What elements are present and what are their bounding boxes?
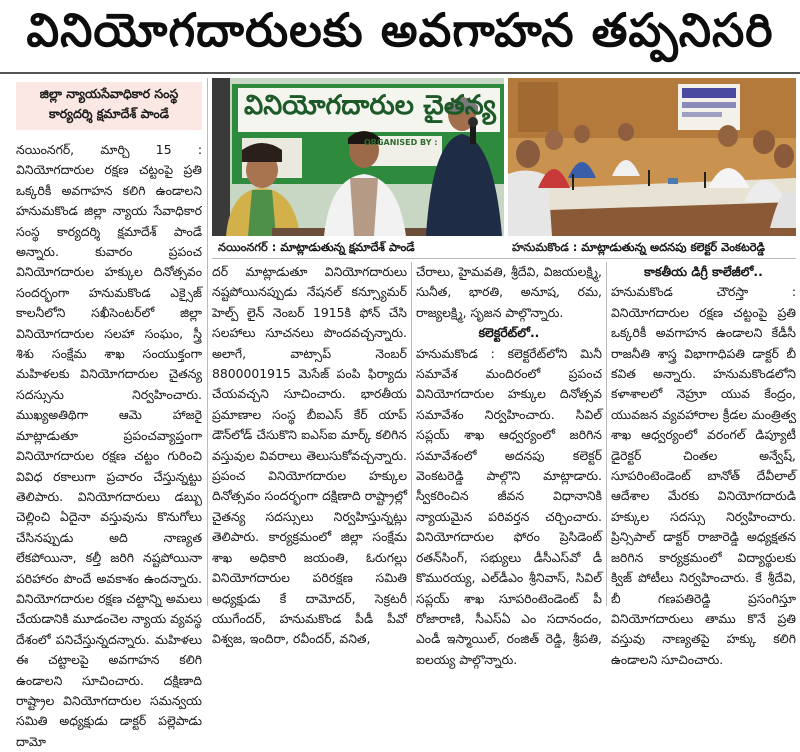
column-3-subhead: కలెక్టరేట్‌లో..	[478, 325, 540, 341]
photo-nayimnagar	[212, 78, 504, 236]
photo-2-caption	[512, 240, 796, 257]
headline-rule	[0, 72, 800, 74]
highlight-box	[16, 82, 202, 130]
column-3	[416, 262, 602, 667]
highlight-line-2: కార్యదర్శి క్షమాదేశ్ పాండే	[48, 106, 170, 121]
photo-2-caption-place: హనుమకొండ :	[512, 240, 578, 254]
column-4-text: హనుమకొండ చౌరస్తా : వినియోగదారుల రక్షణ చట్టంపై ప్రతి ఒక్కరికీ అవగాహన ఉండాలని కేడీసీ రాజనీతి శాస్త్ర విభాగాధిపతి డాక్టర్ బీ కవిత అన్నారు. హనుమకొండలోని కళాశాలలో నెహ్రూ యువ కేంద్రం, యువజన వ్యవహారాల క్రీడల మంత్రిత్వ శాఖ ఆధ్వర్యంలో వరంగల్ డిప్యూటీ డైరెక్టర్ చింతల అన్వేష్, సూపరింటెండెంట్ బానోత్ దేవీలాల్ ఆదేశాల మేరకు వినియోగదారుడి హక్కుల సదస్సు నిర్వహించారు. ప్రిన్సిపాల్ డాక్టర్ రాజారెడ్డి అధ్యక్షతన జరిగిన కార్యక్రమంలో విద్యార్థులకు క్విజ్ పోటీలు నిర్వహించారు. కే శ్రీదేవి, బీ గణపతిరెడ్డి ప్రసంగిస్తూ వినియోగదారులు తాము కొనే ప్రతి వస్తువు నాణ్యతపై హక్కు కలిగి ఉండాలని సూచించారు.	[611, 284, 796, 667]
photo-hanumakonda-illustration	[508, 78, 796, 236]
divider-3	[606, 262, 607, 606]
column-1-text: నయింనగర్, మార్చి 15 : వినియోగదారుల రక్షణ చట్టంపై ప్రతి ఒక్కరికీ అవగాహన కలిగి ఉండాలని హనుమకొండ జిల్లా న్యాయ సేవాధికార సంస్థ కార్యదర్శి క్షమాదేశ్ పాండే అన్నారు. కువారం ప్రపంచ వినియోగదారుల హక్కుల దినోత్సవం సందర్భంగా హనుమకొండ ఎక్సైజ్ కాలనీలోని సఖీసెంటర్‌లో జిల్లా వినియోగదారుల సలహా సంఘం, స్త్రీ శిశు సంక్షేమ శాఖ సంయుక్తంగా మహిళలకు వినియోగదారుల చైతన్య సదస్సును నిర్వహించారు. ముఖ్యఅతిథిగా ఆమె హాజరై మాట్లాడుతూ ప్రపంచవ్యాప్తంగా వినియోగదారుల రక్షణ చట్టం గురించి వివిధ రకాలుగా ప్రచారం చేస్తున్నట్టు తెలిపారు. వినియోగదారులు డబ్బు చెల్లించి ఏదైనా వస్తువును కొనుగోలు చేసినప్పుడు అది నాణ్యత లేకపోయినా, కల్తీ జరిగి నష్టపోయినా పరిహారం పొందే అవకాశం ఉందన్నారు. వినియోగదారుల రక్షణ చట్టాన్ని అమలు చేయడానికి మూడంచెల న్యాయ వ్యవస్థ దేశంలో పనిచేస్తున్నదన్నారు. మహిళలు ఈ చట్టాలపై అవగాహన కలిగి ఉండాలని సూచించారు. దక్షిణాది రాష్ట్రాల వినియోగదారుల సమన్వయ సమితి అధ్యక్షుడు డాక్టర్ పల్లెపాడు దామో	[16, 142, 202, 749]
divider-2	[411, 262, 412, 606]
highlight-line-1: జిల్లా న్యాయసేవాధికార సంస్థ	[39, 86, 179, 101]
photo-hanumakonda	[508, 78, 796, 236]
column-4	[611, 262, 796, 667]
caption-rule	[212, 258, 796, 259]
column-3-text-2: హనుమకొండ : కలెక్టరేట్‌లోని మినీ సమావేశ మందిరంలో ప్రపంచ వినియోగదారుల హక్కుల దినోత్సవ సమావేశం నిర్వహించారు. సివిల్ సప్లయ్ శాఖ ఆధ్వర్యంలో జరిగిన సమావేశంలో అదనపు కలెక్టర్ వెంకటరెడ్డి పాల్గొని మాట్లాడారు. స్వీకరించిన జీవన విధానానికి న్యాయమైన పరివర్తన చర్చించారు. వినియోగదారుల ఫోరం ప్రెసిడెంట్ రతన్‌సింగ్, సభ్యులు డీసీఎస్‌వో డీ కొమురయ్య, ఎల్‌డీఎం శ్రీనివాస్, సివిల్ సప్లయ్ శాఖ సూపరింటెండెంట్ పీ రోజారాణి, సీఎస్ఏ ఎం సదానందం, ఎండీ ఇస్మాయిల్, రంజిత్ రెడ్డి, శ్రీపతి, ఐలయ్య పాల్గొన్నారు.	[416, 345, 602, 667]
column-3-text: చేరాలు, హైమవతి, శ్రీదేవి, విజయలక్ష్మి, సునీత, భారతి, అనూష, రమ, రాజ్యలక్ష్మి, సృజన పాల్గొన్నారు.	[416, 264, 602, 320]
photo-banner-sub: ORGANISED BY :	[364, 138, 438, 147]
column-2	[212, 262, 407, 647]
column-2-text: దర్ మాట్లాడుతూ వినియోగదారులు నష్టపోయినప్పుడు నేషనల్ కన్స్యూమర్ హెల్ప్ లైన్ నెంబర్ 1915కి ఫోన్ చేసి సలహాలు సూచనలు పొందవచ్చన్నారు. అలాగే, వాట్సాప్ నెంబర్ 8800001915 మెసేజ్ పంపి ఫిర్యాదు చేయవచ్చని సూచించారు. భారతీయ ప్రమాణాల సంస్థ బీఐఎస్ కేర్ యాప్ డౌన్‌లోడ్ చేసుకొని ఐఎస్ఐ మార్క్ కలిగిన వస్తువుల వివరాలు తెలుసుకోవచ్చన్నారు. ప్రపంచ వినియోగదారుల హక్కుల దినోత్సవం సందర్భంగా దక్షిణాది రాష్ట్రాల్లో చైతన్య సదస్సులు నిర్వహిస్తున్నట్లు తెలిపారు. కార్యక్రమంలో జిల్లా సంక్షేమ శాఖ అధికారి జయంతి, ఓరుగల్లు వినియోగదారుల పరిరక్షణ సమితి అధ్యక్షుడు కే దామోదర్, సెక్రటరీ యుగేందర్, హనుమకొండ పీడీ పీవో విశ్వజ, ఇందిరా, రవీందర్, వనిత,	[212, 264, 407, 647]
divider-1	[207, 78, 208, 606]
column-4-subhead: కాకతీయ డిగ్రీ కాలేజీలో..	[644, 264, 763, 279]
photo-banner-text: వినియోగదారుల చైతన్య	[244, 90, 496, 121]
photo-1-caption-text: మాట్లాడుతున్న క్షమాదేశ్ పాండే	[280, 240, 415, 254]
photo-2-caption-text: మాట్లాడుతున్న అదనపు కలెక్టర్ వెంకటరెడ్డి	[581, 240, 765, 254]
headline: వినియోగదారులకు అవగాహన తప్పనిసరి	[26, 3, 774, 57]
photo-1-caption	[218, 240, 504, 257]
column-1	[16, 140, 202, 749]
photo-1-caption-place: నయింనగర్ :	[218, 240, 277, 254]
